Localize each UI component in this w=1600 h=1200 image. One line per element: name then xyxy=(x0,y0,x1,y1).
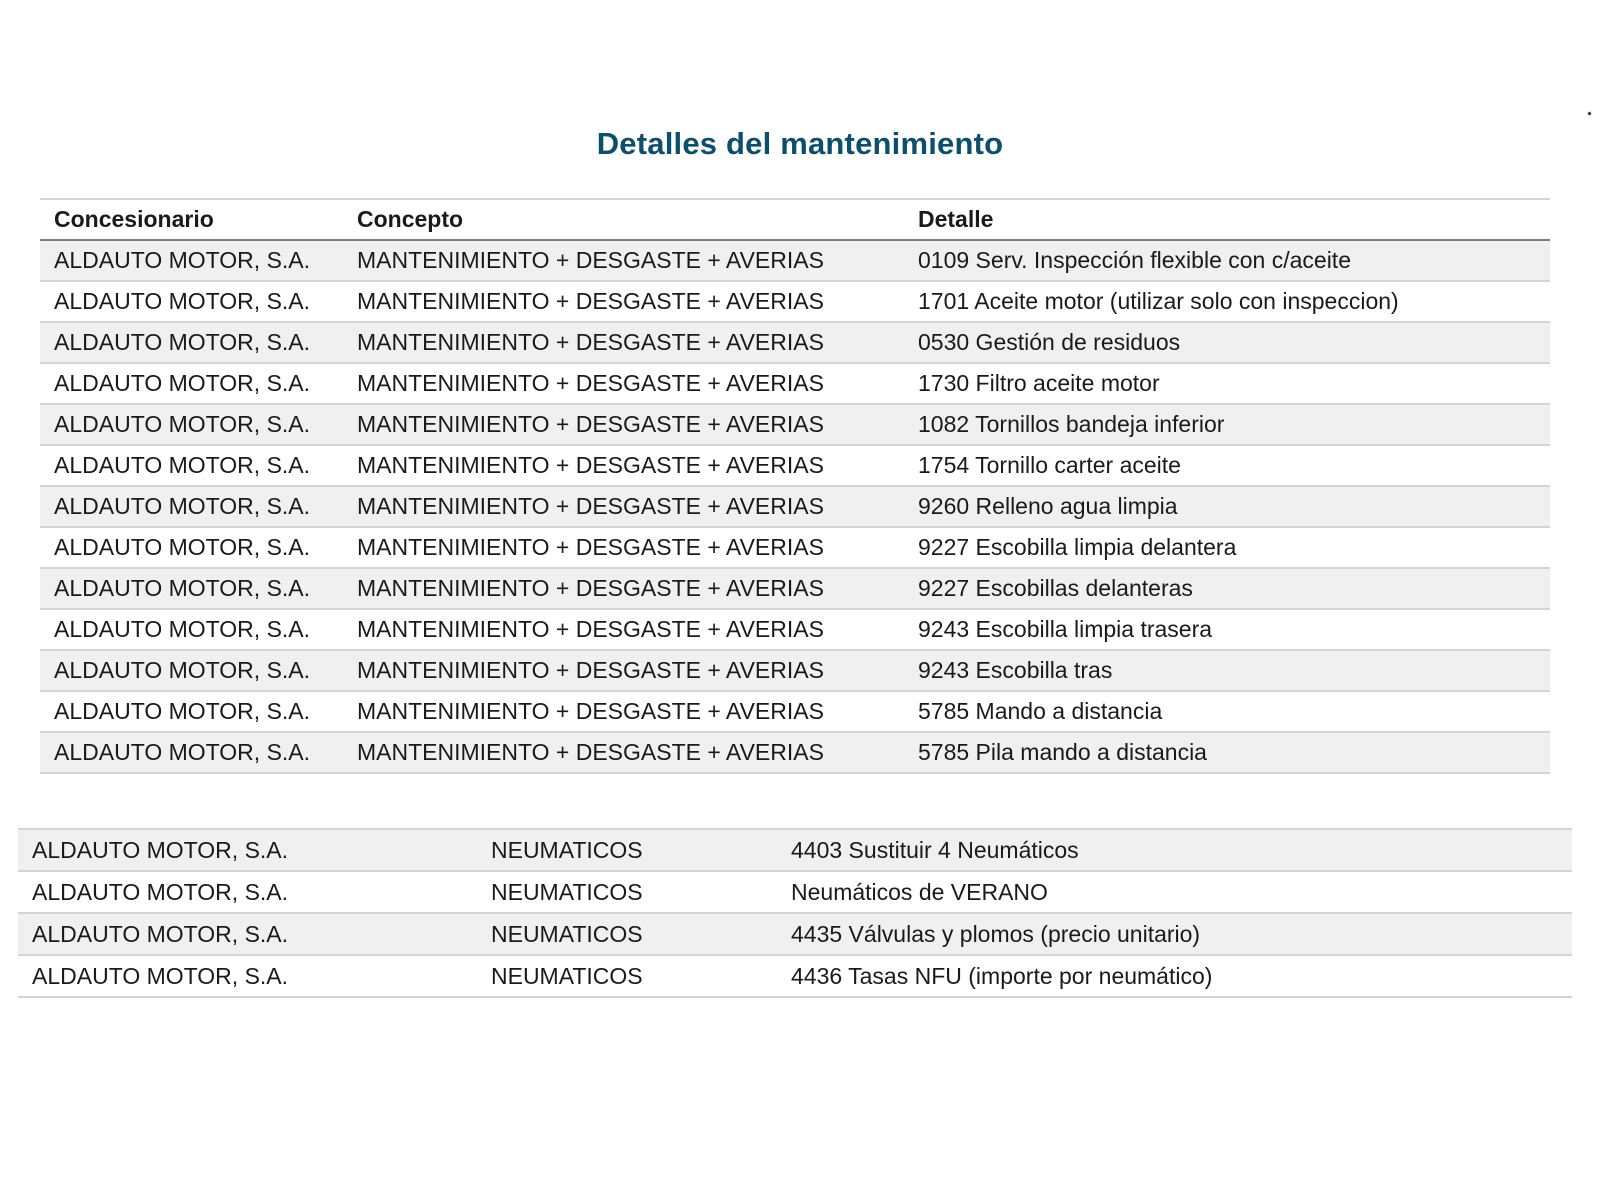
cell-concepto: MANTENIMIENTO + DESGASTE + AVERIAS xyxy=(357,616,824,642)
cell-detalle: 5785 Pila mando a distancia xyxy=(918,739,1207,765)
cell-concesionario: ALDAUTO MOTOR, S.A. xyxy=(54,411,311,437)
cell-concesionario: ALDAUTO MOTOR, S.A. xyxy=(54,575,311,601)
cell-concepto: MANTENIMIENTO + DESGASTE + AVERIAS xyxy=(357,288,824,314)
header-concesionario: Concesionario xyxy=(54,206,214,232)
cell-concepto: MANTENIMIENTO + DESGASTE + AVERIAS xyxy=(357,452,824,478)
cell-detalle: 9227 Escobilla limpia delantera xyxy=(918,534,1237,560)
cell-detalle: 1701 Aceite motor (utilizar solo con inspeccion) xyxy=(918,288,1399,314)
cell-concepto: MANTENIMIENTO + DESGASTE + AVERIAS xyxy=(357,411,824,437)
cell-concesionario: ALDAUTO MOTOR, S.A. xyxy=(54,452,311,478)
cell-detalle: 9227 Escobillas delanteras xyxy=(918,575,1193,601)
cell-concepto: NEUMATICOS xyxy=(491,836,643,863)
cell-concesionario: ALDAUTO MOTOR, S.A. xyxy=(54,247,311,273)
table-row xyxy=(40,282,1550,323)
cell-concesionario: ALDAUTO MOTOR, S.A. xyxy=(54,329,311,355)
cell-detalle: 0109 Serv. Inspección flexible con c/aceite xyxy=(918,247,1351,273)
cell-concesionario: ALDAUTO MOTOR, S.A. xyxy=(54,657,311,683)
cell-detalle: 5785 Mando a distancia xyxy=(918,698,1163,724)
cell-detalle: 4436 Tasas NFU (importe por neumático) xyxy=(791,962,1213,989)
table-row xyxy=(40,241,1550,282)
table-header-row xyxy=(40,200,1550,241)
table-row xyxy=(40,610,1550,651)
table-row xyxy=(18,830,1572,872)
cell-detalle: 1082 Tornillos bandeja inferior xyxy=(918,411,1225,437)
cell-concesionario: ALDAUTO MOTOR, S.A. xyxy=(54,616,311,642)
cell-concesionario: ALDAUTO MOTOR, S.A. xyxy=(32,962,289,989)
table-row xyxy=(40,405,1550,446)
cell-detalle: 9243 Escobilla tras xyxy=(918,657,1113,683)
page-title: Detalles del mantenimiento xyxy=(596,126,1004,161)
cell-concepto: NEUMATICOS xyxy=(491,920,643,947)
table-row xyxy=(40,569,1550,610)
cell-concesionario: ALDAUTO MOTOR, S.A. xyxy=(54,493,311,519)
header-detalle: Detalle xyxy=(918,206,994,232)
table-row xyxy=(40,364,1550,405)
cell-concesionario: ALDAUTO MOTOR, S.A. xyxy=(32,878,289,905)
cell-concepto: MANTENIMIENTO + DESGASTE + AVERIAS xyxy=(357,739,824,765)
cell-concepto: MANTENIMIENTO + DESGASTE + AVERIAS xyxy=(357,698,824,724)
cell-concepto: NEUMATICOS xyxy=(491,878,643,905)
table-row xyxy=(40,487,1550,528)
cell-detalle: Neumáticos de VERANO xyxy=(791,878,1048,905)
cell-detalle: 1754 Tornillo carter aceite xyxy=(918,452,1181,478)
cell-detalle: 9260 Relleno agua limpia xyxy=(918,493,1178,519)
cell-concepto: NEUMATICOS xyxy=(491,962,643,989)
cell-concepto: MANTENIMIENTO + DESGASTE + AVERIAS xyxy=(357,493,824,519)
cell-concesionario: ALDAUTO MOTOR, S.A. xyxy=(54,534,311,560)
cell-concepto: MANTENIMIENTO + DESGASTE + AVERIAS xyxy=(357,657,824,683)
cell-concesionario: ALDAUTO MOTOR, S.A. xyxy=(54,739,311,765)
cell-detalle: 4403 Sustituir 4 Neumáticos xyxy=(791,836,1079,863)
cell-detalle: 1730 Filtro aceite motor xyxy=(918,370,1160,396)
table-row xyxy=(40,692,1550,733)
cell-concepto: MANTENIMIENTO + DESGASTE + AVERIAS xyxy=(357,329,824,355)
cell-detalle: 0530 Gestión de residuos xyxy=(918,329,1181,355)
table-row xyxy=(40,528,1550,569)
cell-concepto: MANTENIMIENTO + DESGASTE + AVERIAS xyxy=(357,575,824,601)
table-row xyxy=(40,323,1550,364)
cell-concesionario: ALDAUTO MOTOR, S.A. xyxy=(54,288,311,314)
table-row xyxy=(40,446,1550,487)
table-row xyxy=(18,872,1572,914)
cell-concepto: MANTENIMIENTO + DESGASTE + AVERIAS xyxy=(357,247,824,273)
tires-table xyxy=(18,828,1572,998)
table-row xyxy=(40,733,1550,774)
cell-detalle: 9243 Escobilla limpia trasera xyxy=(918,616,1213,642)
cell-detalle: 4435 Válvulas y plomos (precio unitario) xyxy=(791,920,1201,947)
cell-concepto: MANTENIMIENTO + DESGASTE + AVERIAS xyxy=(357,534,824,560)
cell-concesionario: ALDAUTO MOTOR, S.A. xyxy=(54,698,311,724)
stray-mark xyxy=(1587,111,1591,115)
cell-concesionario: ALDAUTO MOTOR, S.A. xyxy=(32,920,289,947)
table-row xyxy=(18,914,1572,956)
maintenance-table xyxy=(40,198,1550,774)
table-row xyxy=(40,651,1550,692)
cell-concesionario: ALDAUTO MOTOR, S.A. xyxy=(54,370,311,396)
cell-concepto: MANTENIMIENTO + DESGASTE + AVERIAS xyxy=(357,370,824,396)
table-row xyxy=(18,956,1572,998)
cell-concesionario: ALDAUTO MOTOR, S.A. xyxy=(32,836,289,863)
header-concepto: Concepto xyxy=(357,206,464,232)
